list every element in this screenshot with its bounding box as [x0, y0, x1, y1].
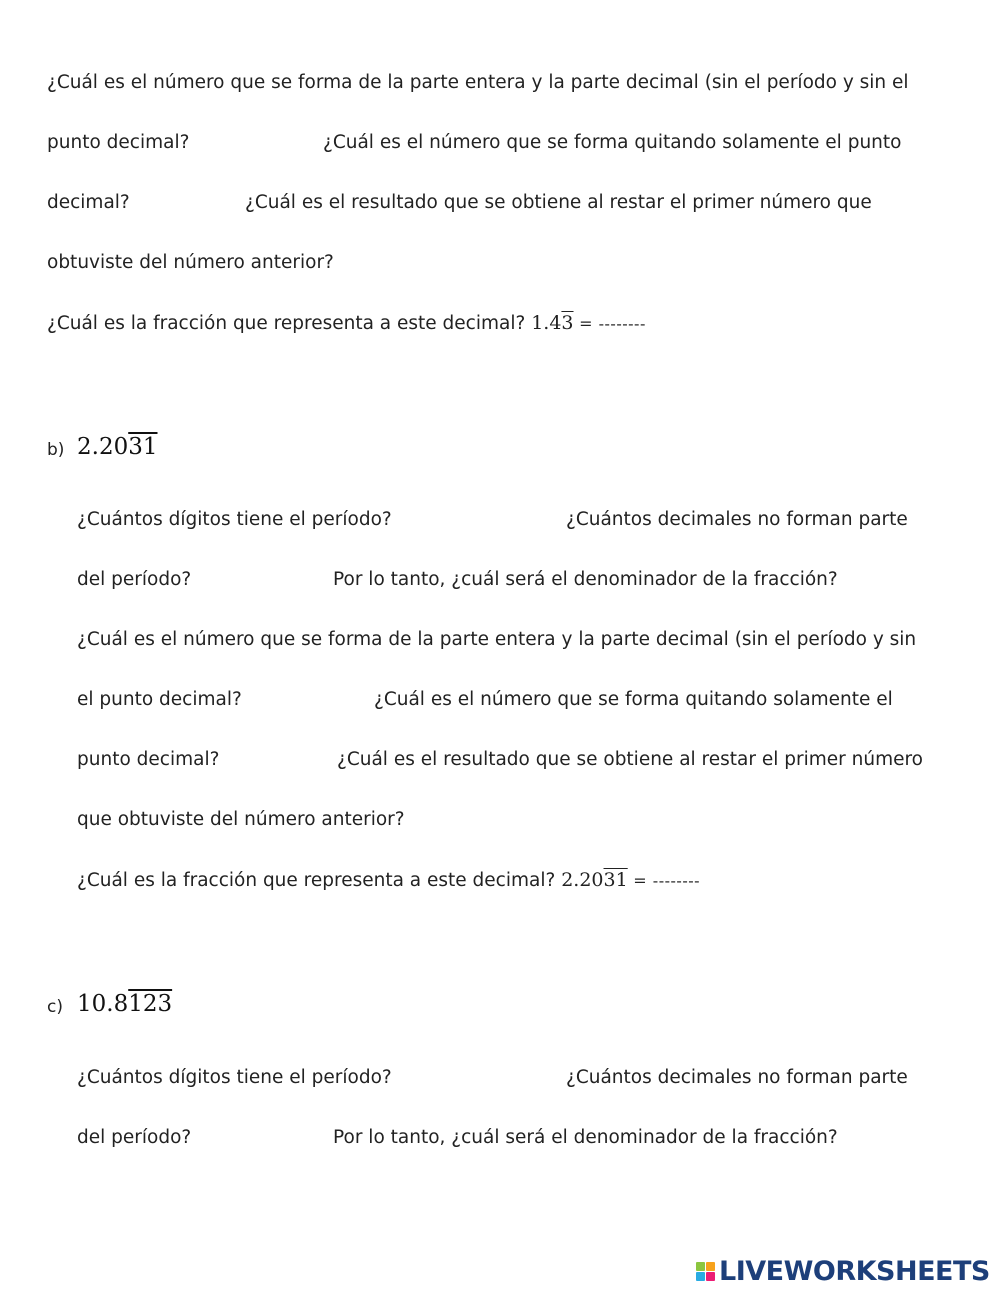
decimal-number — [77, 432, 158, 462]
question-text: Por lo tanto, ¿cuál será el denominador de la fracción? — [333, 1127, 838, 1148]
logo-text: LIVEWORKSHEETS — [719, 1255, 990, 1287]
number-period: 31 — [128, 434, 158, 460]
expr-int: 1.4 — [531, 312, 562, 334]
decimal-expression — [531, 312, 646, 334]
question-text: del período? — [77, 569, 192, 590]
question-text: ¿Cuál es el número que se forma de la parte entera y la parte decimal (sin el período y sin — [77, 629, 917, 650]
question-text: que obtuviste del número anterior? — [77, 809, 405, 830]
decimal-number — [77, 989, 172, 1019]
liveworksheets-logo — [696, 1254, 990, 1288]
expr-period: 31 — [603, 869, 628, 891]
fraction-question — [77, 868, 700, 893]
question-text: ¿Cuántos dígitos tiene el período? — [77, 509, 392, 530]
question-text: ¿Cuál es el resultado que se obtiene al restar el primer número que — [245, 192, 872, 213]
question-text: ¿Cuál es el número que se forma de la parte entera y la parte decimal (sin el período y sin el — [47, 72, 909, 93]
question-text: ¿Cuántos dígitos tiene el período? — [77, 1067, 392, 1088]
number-int: 2.20 — [77, 434, 129, 460]
question-text: ¿Cuál es el número que se forma quitando solamente el — [374, 689, 893, 710]
item-label: b) — [47, 440, 65, 460]
question-text: Por lo tanto, ¿cuál será el denominador de la fracción? — [333, 569, 838, 590]
liveworksheets-grid-icon — [696, 1262, 715, 1281]
question-text: punto decimal? — [77, 749, 220, 770]
question-text: ¿Cuál es el resultado que se obtiene al restar el primer número — [337, 749, 924, 770]
question-text: punto decimal? — [47, 132, 190, 153]
number-int: 10.8 — [77, 991, 129, 1017]
question-text: el punto decimal? — [77, 689, 242, 710]
question-text: decimal? — [47, 192, 130, 213]
fraction-question — [47, 311, 646, 336]
expr-tail: = -------- — [627, 871, 701, 890]
question-text: obtuviste del número anterior? — [47, 252, 334, 273]
decimal-expression — [561, 869, 700, 891]
expr-tail: = -------- — [573, 314, 646, 333]
question-text: ¿Cuántos decimales no forman parte — [566, 1067, 908, 1088]
question-text: ¿Cuál es el número que se forma quitando solamente el punto — [323, 132, 902, 153]
item-label: c) — [47, 997, 63, 1017]
question-text: ¿Cuál es la fracción que representa a este decimal? — [77, 870, 556, 891]
expr-int: 2.20 — [561, 869, 604, 891]
question-text: del período? — [77, 1127, 192, 1148]
expr-period: 3 — [561, 312, 574, 334]
number-period: 123 — [128, 991, 173, 1017]
question-text: ¿Cuántos decimales no forman parte — [566, 509, 908, 530]
question-text: ¿Cuál es la fracción que representa a este decimal? — [47, 313, 526, 334]
